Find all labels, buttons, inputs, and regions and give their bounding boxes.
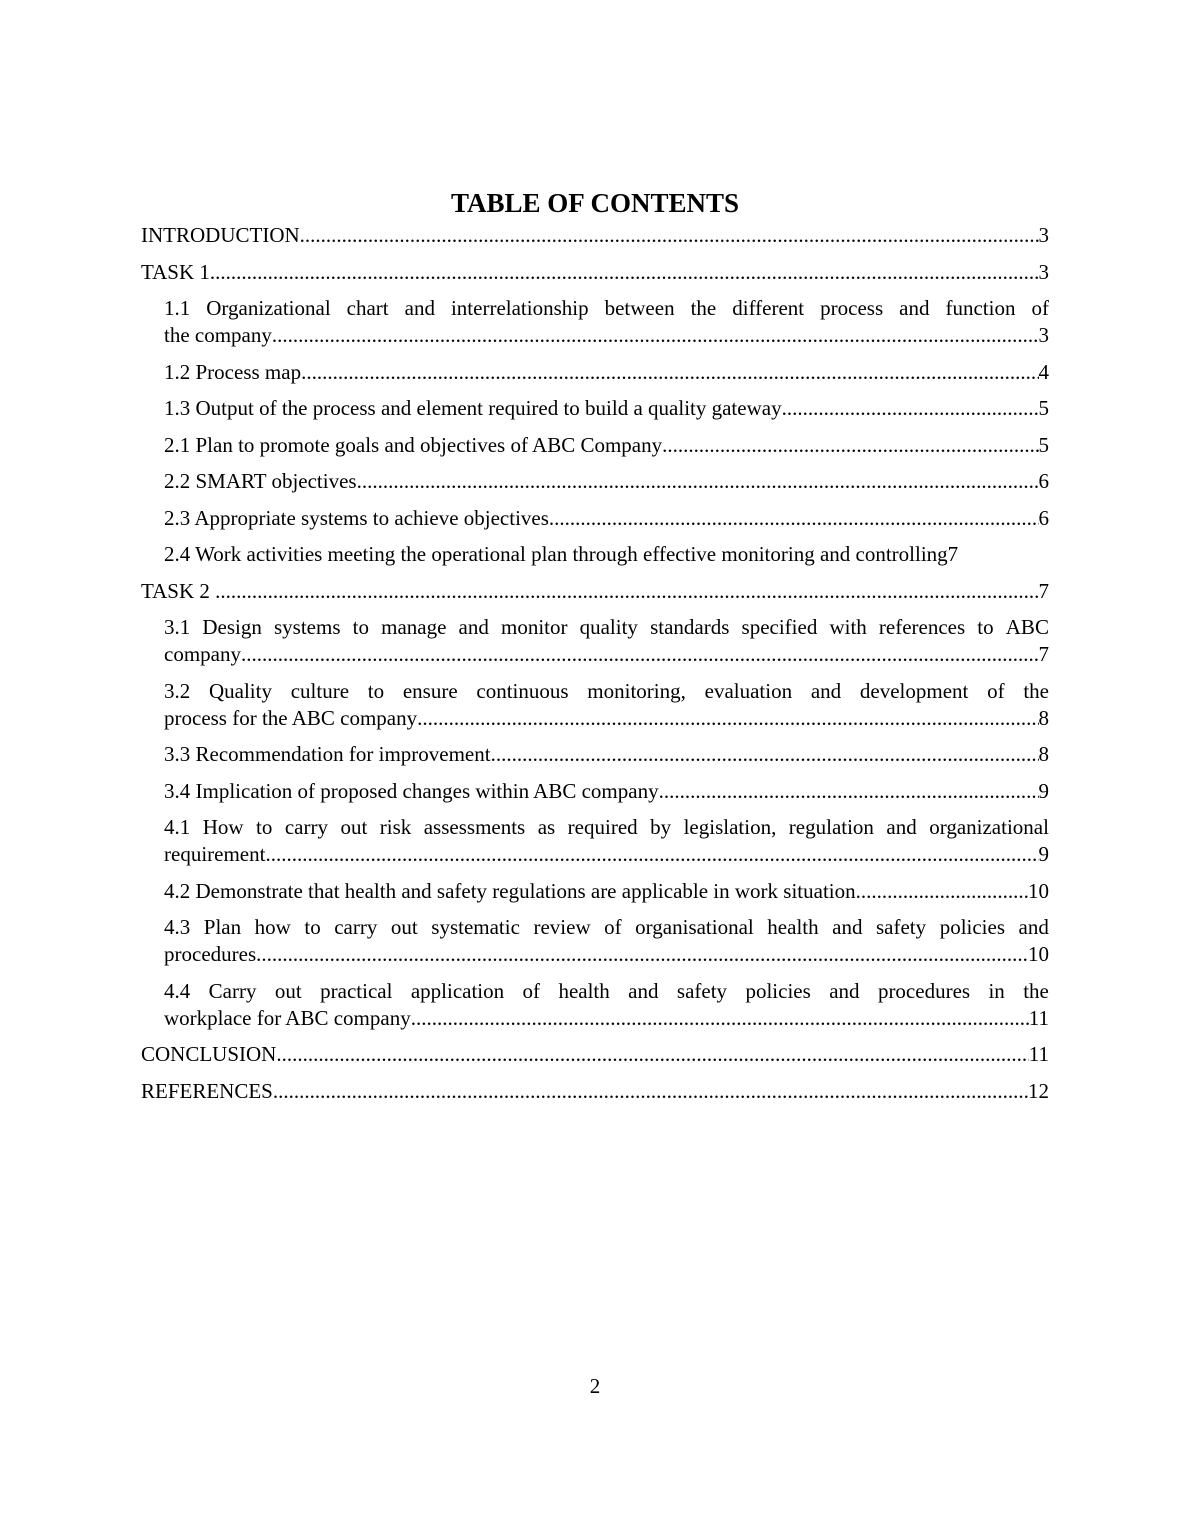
toc-entry-2-1[interactable] xyxy=(141,432,1049,459)
toc-entry-text: TASK 1 xyxy=(141,259,210,284)
toc-entry-conclusion[interactable] xyxy=(141,1041,1049,1068)
toc-entry-text: process for the ABC company xyxy=(164,705,418,730)
table-of-contents xyxy=(141,222,1049,1114)
dot-leader xyxy=(659,778,1039,805)
toc-entry-text: 2.3 Appropriate systems to achieve objectives xyxy=(164,505,549,530)
toc-entry-text: the company xyxy=(164,323,272,347)
toc-entry-text-line1: 4.1 How to carry out risk assessments as required by legislation, regulation and organizational xyxy=(164,815,1049,839)
dot-leader xyxy=(491,741,1039,768)
toc-entry-page: 6 xyxy=(1038,469,1049,493)
dot-leader xyxy=(265,841,1038,868)
toc-entry-text: CONCLUSION xyxy=(141,1042,277,1066)
toc-entry-text: 3.4 Implication of proposed changes within ABC company xyxy=(164,778,659,803)
toc-entry-references[interactable] xyxy=(141,1078,1049,1105)
dot-leader xyxy=(357,468,1039,495)
toc-entry-page: 10 xyxy=(1028,878,1049,903)
toc-entry-page: 9 xyxy=(1038,842,1049,866)
dot-leader xyxy=(256,941,1028,968)
toc-entry-1-3[interactable] xyxy=(141,395,1049,422)
toc-entry-page: 10 xyxy=(1028,942,1049,966)
dot-leader xyxy=(549,505,1039,532)
dot-leader xyxy=(272,322,1039,349)
toc-entry-page: 9 xyxy=(1038,778,1049,803)
toc-entry-page: 8 xyxy=(1038,742,1049,766)
dot-leader xyxy=(273,1078,1028,1105)
toc-entry-page: 7 xyxy=(1038,642,1049,666)
toc-entry-page: 5 xyxy=(1038,432,1049,457)
toc-entry-page: 3 xyxy=(1038,223,1049,247)
toc-entry-text: TASK 2 xyxy=(141,578,216,603)
toc-entry-page: 3 xyxy=(1038,259,1049,284)
toc-entry-3-3[interactable] xyxy=(141,741,1049,768)
toc-entry-text: workplace for ABC company xyxy=(164,1005,411,1030)
toc-entry-3-1[interactable] xyxy=(141,614,1049,668)
toc-entry-text: INTRODUCTION xyxy=(141,223,300,247)
toc-entry-page: 12 xyxy=(1028,1078,1049,1103)
toc-entry-page: 11 xyxy=(1028,1005,1049,1030)
toc-entry-1-1[interactable] xyxy=(141,295,1049,349)
toc-entry-2-4[interactable] xyxy=(141,541,1049,568)
dot-leader xyxy=(241,641,1039,668)
page-number: 2 xyxy=(589,1374,601,1398)
toc-entry-text: 2.1 Plan to promote goals and objectives of ABC Company xyxy=(164,432,663,457)
toc-entry-page: 5 xyxy=(1038,396,1049,420)
dot-leader xyxy=(215,578,1038,605)
toc-entry-2-3[interactable] xyxy=(141,505,1049,532)
dot-leader xyxy=(210,259,1039,286)
toc-entry-text: REFERENCES xyxy=(141,1078,273,1103)
toc-entry-page: 11 xyxy=(1028,1042,1049,1066)
toc-entry-3-2[interactable] xyxy=(141,678,1049,732)
toc-entry-page: 4 xyxy=(1038,359,1049,384)
toc-entry-text-line1: 4.4 Carry out practical application of health and safety policies and procedures in the xyxy=(164,978,1049,1003)
dot-leader xyxy=(417,705,1038,732)
toc-entry-4-3[interactable] xyxy=(141,914,1049,968)
dot-leader xyxy=(856,878,1028,905)
toc-entry-text: 4.2 Demonstrate that health and safety regulations are applicable in work situation xyxy=(164,878,856,903)
toc-entry-text: 3.3 Recommendation for improvement xyxy=(164,742,491,766)
toc-entry-text: 1.2 Process map xyxy=(164,359,302,384)
toc-entry-introduction[interactable] xyxy=(141,222,1049,249)
toc-entry-4-1[interactable] xyxy=(141,814,1049,868)
toc-entry-text: requirement xyxy=(164,842,266,866)
toc-entry-text: company xyxy=(164,642,241,666)
dot-leader xyxy=(276,1041,1028,1068)
toc-entry-text: 1.3 Output of the process and element required to build a quality gateway xyxy=(164,396,782,420)
dot-leader xyxy=(300,222,1039,249)
dot-leader xyxy=(662,432,1038,459)
toc-entry-2-2[interactable] xyxy=(141,468,1049,495)
toc-entry-1-2[interactable] xyxy=(141,359,1049,386)
toc-entry-task-1[interactable] xyxy=(141,259,1049,286)
toc-entry-4-4[interactable] xyxy=(141,978,1049,1032)
toc-entry-text: 2.2 SMART objectives xyxy=(164,469,357,493)
toc-entry-text-line1: 1.1 Organizational chart and interrelationship between the different process and function of xyxy=(164,296,1049,320)
dot-leader xyxy=(301,359,1038,386)
toc-entry-task-2[interactable] xyxy=(141,578,1049,605)
toc-entry-page: 8 xyxy=(1038,705,1049,730)
toc-entry-text-line1: 3.1 Design systems to manage and monitor quality standards specified with references to ABC xyxy=(164,615,1049,639)
toc-title: TABLE OF CONTENTS xyxy=(450,188,740,218)
toc-entry-4-2[interactable] xyxy=(141,878,1049,905)
toc-entry-text: procedures xyxy=(164,942,257,966)
toc-entry-page: 3 xyxy=(1038,323,1049,347)
toc-entry-page: 6 xyxy=(1038,505,1049,530)
toc-entry-page: 7 xyxy=(1038,578,1049,603)
dot-leader xyxy=(782,395,1039,422)
dot-leader xyxy=(411,1005,1029,1032)
toc-entry-3-4[interactable] xyxy=(141,778,1049,805)
toc-entry-page: 7 xyxy=(947,542,959,566)
toc-entry-text-line1: 4.3 Plan how to carry out systematic review of organisational health and safety policies and xyxy=(164,915,1049,939)
toc-entry-text: 2.4 Work activities meeting the operational plan through effective monitoring and controlling xyxy=(164,542,948,566)
toc-entry-text-line1: 3.2 Quality culture to ensure continuous monitoring, evaluation and development of the xyxy=(164,678,1049,703)
